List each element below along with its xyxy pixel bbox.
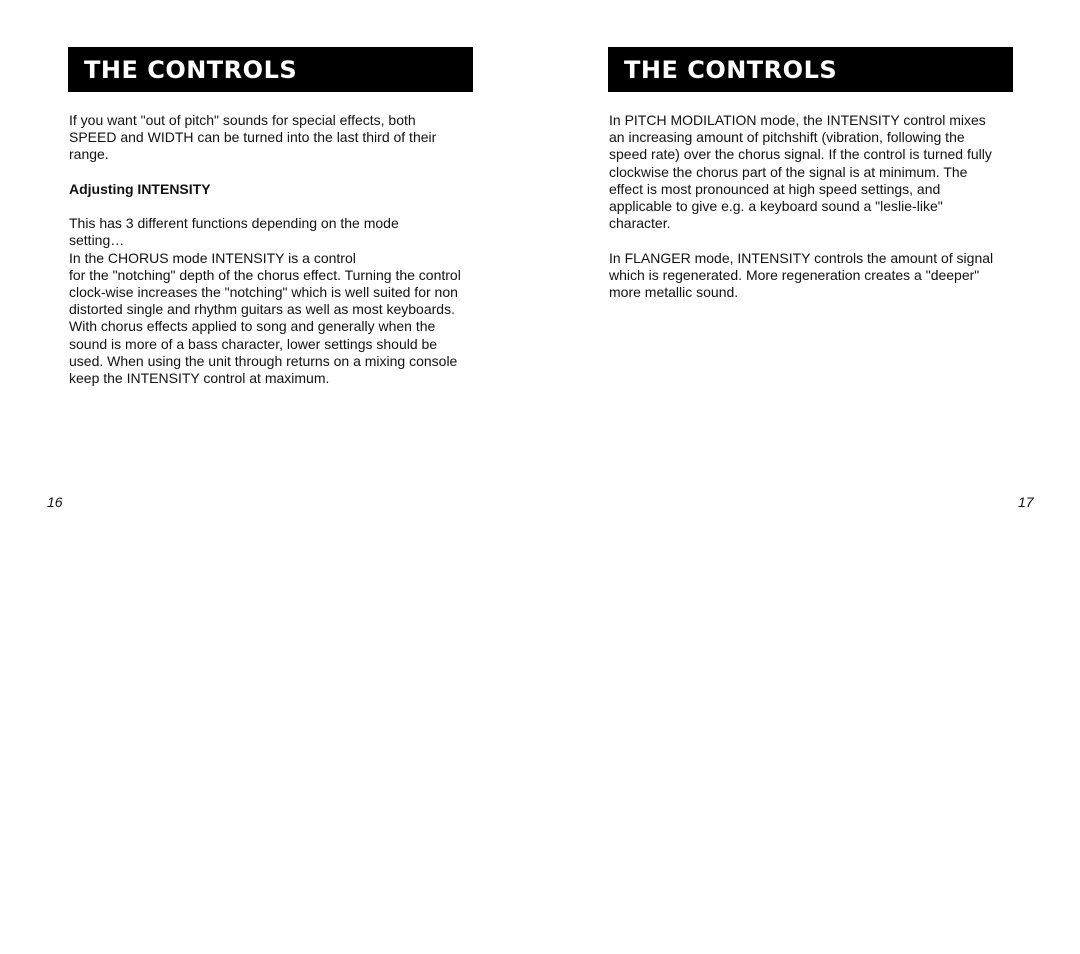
text-line: used. When using the unit through returns on a mixing console xyxy=(69,352,458,369)
text-line: SPEED and WIDTH can be turned into the last third of their xyxy=(69,129,437,146)
text-line: distorted single and rhythm guitars as well as most keyboards. xyxy=(69,301,455,318)
text-line: clock-wise increases the "notching" which is well suited for non xyxy=(69,284,458,300)
text-line: an increasing amount of pitchshift (vibration, following the xyxy=(609,129,965,146)
text-line: If you want "out of pitch" sounds for special effects, both xyxy=(69,112,416,128)
text-line: character. xyxy=(609,215,671,232)
body-text xyxy=(609,112,1014,301)
text-line: for the "notching" depth of the chorus effect. Turning the control xyxy=(69,266,461,283)
text-line: effect is most pronounced at high speed settings, and xyxy=(609,180,941,197)
section-title: THE CONTROLS xyxy=(624,55,838,84)
text-line: applicable to give e.g. a keyboard sound a "leslie-like" xyxy=(609,198,943,215)
section-header-bar xyxy=(608,47,1013,92)
paragraph-gap xyxy=(69,164,479,181)
page-number: 16 xyxy=(47,494,63,510)
text-line: In the CHORUS mode INTENSITY is a control xyxy=(69,249,356,266)
paragraph-gap xyxy=(609,232,1014,249)
right-page xyxy=(540,0,1080,954)
section-header-bar xyxy=(68,47,473,92)
text-line: clockwise the chorus part of the signal is at minimum. The xyxy=(609,163,968,180)
paragraph-gap xyxy=(69,198,479,215)
body-text xyxy=(69,112,479,387)
text-line: sound is more of a bass character, lower settings should be xyxy=(69,335,438,352)
text-line: speed rate) over the chorus signal. If the control is turned fully xyxy=(609,146,992,163)
subheading: Adjusting INTENSITY xyxy=(69,180,211,197)
text-line: range. xyxy=(69,146,109,163)
text-line: which is regenerated. More regeneration creates a "deeper" xyxy=(609,266,980,283)
text-line: In FLANGER mode, INTENSITY controls the amount of signal xyxy=(609,249,994,266)
text-line: This has 3 different functions depending on the mode xyxy=(69,215,399,232)
text-line: In PITCH MODILATION mode, the INTENSITY control mixes xyxy=(609,112,986,128)
text-line: keep the INTENSITY control at maximum. xyxy=(69,370,330,387)
section-title: THE CONTROLS xyxy=(84,55,298,84)
text-line: setting… xyxy=(69,232,125,249)
page-number: 17 xyxy=(1018,494,1034,510)
text-line: more metallic sound. xyxy=(609,284,739,301)
text-line: With chorus effects applied to song and generally when the xyxy=(69,318,436,335)
